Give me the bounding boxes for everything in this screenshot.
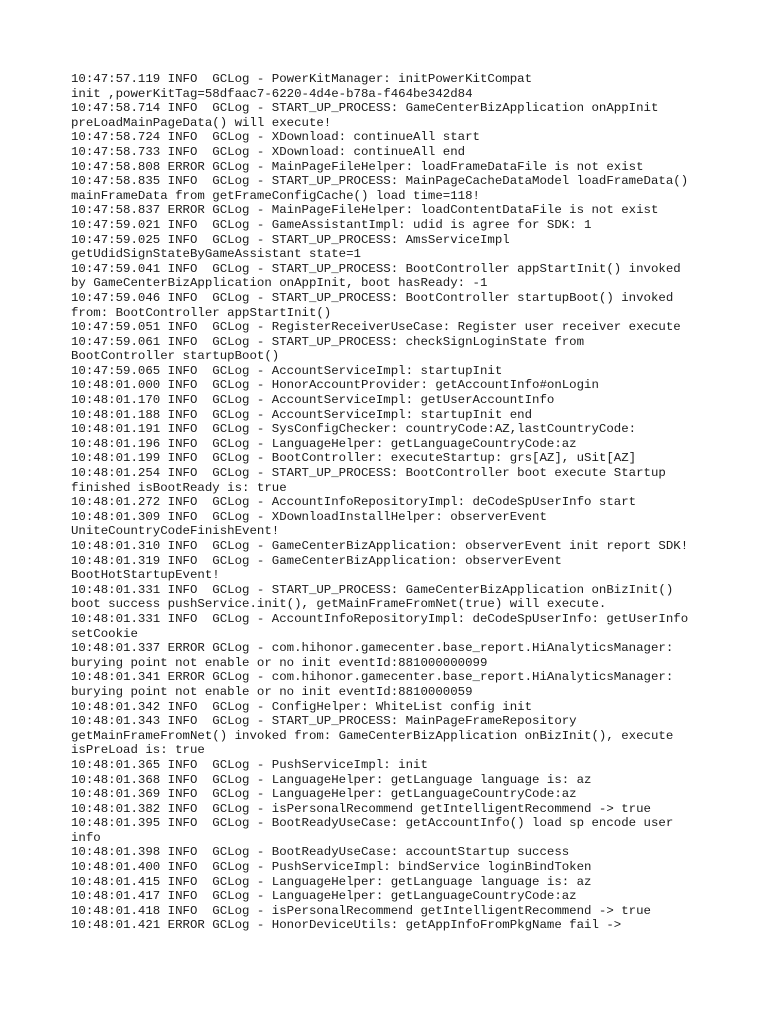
log-line: 10:48:01.400 INFO GCLog - PushServiceImpl: bindService loginBindToken (71, 860, 592, 875)
log-line: 10:48:01.382 INFO GCLog - isPersonalRecommend getIntelligentRecommend -> true (71, 801, 651, 816)
log-line: 10:48:01.310 INFO GCLog - GameCenterBizApplication: observerEvent init report SDK! (71, 539, 689, 553)
log-line: 10:48:01.331 INFO GCLog - AccountInfoRepositoryImpl: deCodeSpUserInfo: getUserInfo (71, 611, 689, 626)
log-line: 10:48:01.196 INFO GCLog - LanguageHelper: getLanguageCountryCode:az (71, 436, 577, 451)
log-line: 10:47:58.733 INFO GCLog - XDownload: continueAll end (71, 144, 466, 159)
log-line: 10:48:01.199 INFO GCLog - BootController: executeStartup: grs[AZ], uSit[AZ] (71, 451, 637, 466)
log-line: 10:47:59.021 INFO GCLog - GameAssistantImpl: udid is agree for SDK: 1 (71, 217, 592, 232)
log-line: from: BootController appStartInit() (71, 305, 332, 320)
log-line: 10:47:59.061 INFO GCLog - START_UP_PROCESS: checkSignLoginState from (71, 334, 585, 349)
log-line: 10:48:01.368 INFO GCLog - LanguageHelper: getLanguage language is: az (71, 772, 592, 787)
log-line: 10:48:01.319 INFO GCLog - GameCenterBizApplication: observerEvent (71, 553, 562, 568)
log-line: 10:48:01.272 INFO GCLog - AccountInfoRepositoryImpl: deCodeSpUserInfo start (71, 495, 637, 510)
log-document (71, 72, 711, 933)
log-line: boot success pushService.init(), getMainFrameFromNet(true) will execute. (71, 597, 607, 612)
log-line: getUdidSignStateByGameAssistant state=1 (71, 247, 361, 262)
log-line: 10:48:01.398 INFO GCLog - BootReadyUseCase: accountStartup success (71, 845, 570, 860)
log-line: 10:48:01.417 INFO GCLog - LanguageHelper: getLanguageCountryCode:az (71, 889, 577, 904)
log-line: 10:48:01.309 INFO GCLog - XDownloadInstallHelper: observerEvent (71, 509, 547, 524)
log-line: BootController startupBoot() (71, 349, 280, 364)
log-line: UniteCountryCodeFinishEvent! (71, 524, 280, 539)
log-line: 10:48:01.395 INFO GCLog - BootReadyUseCase: getAccountInfo() load sp encode user (71, 816, 674, 831)
log-line: 10:47:57.119 INFO GCLog - PowerKitManager: initPowerKitCompat (71, 72, 533, 86)
log-line: isPreLoad is: true (71, 743, 205, 758)
log-line: 10:48:01.418 INFO GCLog - isPersonalRecommend getIntelligentRecommend -> true (71, 903, 651, 918)
log-line: init ,powerKitTag=58dfaac7-6220-4d4e-b78a-f464be342d84 (71, 86, 473, 101)
log-line: 10:48:01.254 INFO GCLog - START_UP_PROCESS: BootController boot execute Startup (71, 466, 666, 481)
log-line: 10:48:01.191 INFO GCLog - SysConfigChecker: countryCode:AZ,lastCountryCode: (71, 422, 637, 437)
log-line: 10:47:58.837 ERROR GCLog - MainPageFileHelper: loadContentDataFile is not exist (71, 203, 659, 218)
log-line: by GameCenterBizApplication onAppInit, boot hasReady: -1 (71, 276, 488, 291)
log-line: 10:48:01.342 INFO GCLog - ConfigHelper: WhiteList config init (71, 699, 533, 714)
log-line: 10:48:01.331 INFO GCLog - START_UP_PROCESS: GameCenterBizApplication onBizInit() (71, 582, 674, 597)
log-line: 10:48:01.000 INFO GCLog - HonorAccountProvider: getAccountInfo#onLogin (71, 378, 599, 393)
log-line: 10:47:58.714 INFO GCLog - START_UP_PROCESS: GameCenterBizApplication onAppInit (71, 101, 659, 116)
log-line: 10:48:01.415 INFO GCLog - LanguageHelper: getLanguage language is: az (71, 874, 592, 889)
log-line: finished isBootReady is: true (71, 480, 287, 495)
log-line: 10:47:58.724 INFO GCLog - XDownload: continueAll start (71, 130, 480, 145)
log-line: 10:48:01.337 ERROR GCLog - com.hihonor.gamecenter.base_report.HiAnalyticsManager: (71, 641, 674, 656)
log-line: 10:48:01.170 INFO GCLog - AccountServiceImpl: getUserAccountInfo (71, 393, 555, 408)
log-line: 10:47:59.046 INFO GCLog - START_UP_PROCESS: BootController startupBoot() invoked (71, 290, 674, 305)
log-line: 10:48:01.341 ERROR GCLog - com.hihonor.gamecenter.base_report.HiAnalyticsManager: (71, 670, 674, 685)
log-line: setCookie (71, 626, 138, 641)
log-line: 10:48:01.365 INFO GCLog - PushServiceImpl: init (71, 757, 428, 772)
log-line: 10:48:01.421 ERROR GCLog - HonorDeviceUtils: getAppInfoFromPkgName fail -> (71, 918, 622, 933)
log-line: 10:47:59.041 INFO GCLog - START_UP_PROCESS: BootController appStartInit() invoked (71, 261, 681, 276)
log-line: 10:48:01.343 INFO GCLog - START_UP_PROCESS: MainPageFrameRepository (71, 714, 577, 729)
log-line: 10:47:58.835 INFO GCLog - START_UP_PROCESS: MainPageCacheDataModel loadFrameData() (71, 174, 689, 189)
log-line: burying point not enable or no init eventId:881000000099 (71, 655, 488, 670)
log-line: info (71, 830, 101, 845)
log-line: burying point not enable or no init eventId:8810000059 (71, 684, 473, 699)
log-line: BootHotStartupEvent! (71, 568, 220, 583)
log-line: mainFrameData from getFrameConfigCache() load time=118! (71, 188, 480, 203)
log-line: 10:48:01.369 INFO GCLog - LanguageHelper: getLanguageCountryCode:az (71, 787, 577, 802)
log-line: preLoadMainPageData() will execute! (71, 115, 332, 130)
log-line: 10:47:59.051 INFO GCLog - RegisterReceiverUseCase: Register user receiver execute (71, 320, 681, 335)
log-line: 10:47:58.808 ERROR GCLog - MainPageFileHelper: loadFrameDataFile is not exist (71, 159, 644, 174)
log-line: 10:47:59.025 INFO GCLog - START_UP_PROCESS: AmsServiceImpl (71, 232, 510, 247)
log-line: getMainFrameFromNet() invoked from: GameCenterBizApplication onBizInit(), execute (71, 728, 674, 743)
log-line: 10:47:59.065 INFO GCLog - AccountServiceImpl: startupInit (71, 363, 503, 378)
log-line: 10:48:01.188 INFO GCLog - AccountServiceImpl: startupInit end (71, 407, 533, 422)
